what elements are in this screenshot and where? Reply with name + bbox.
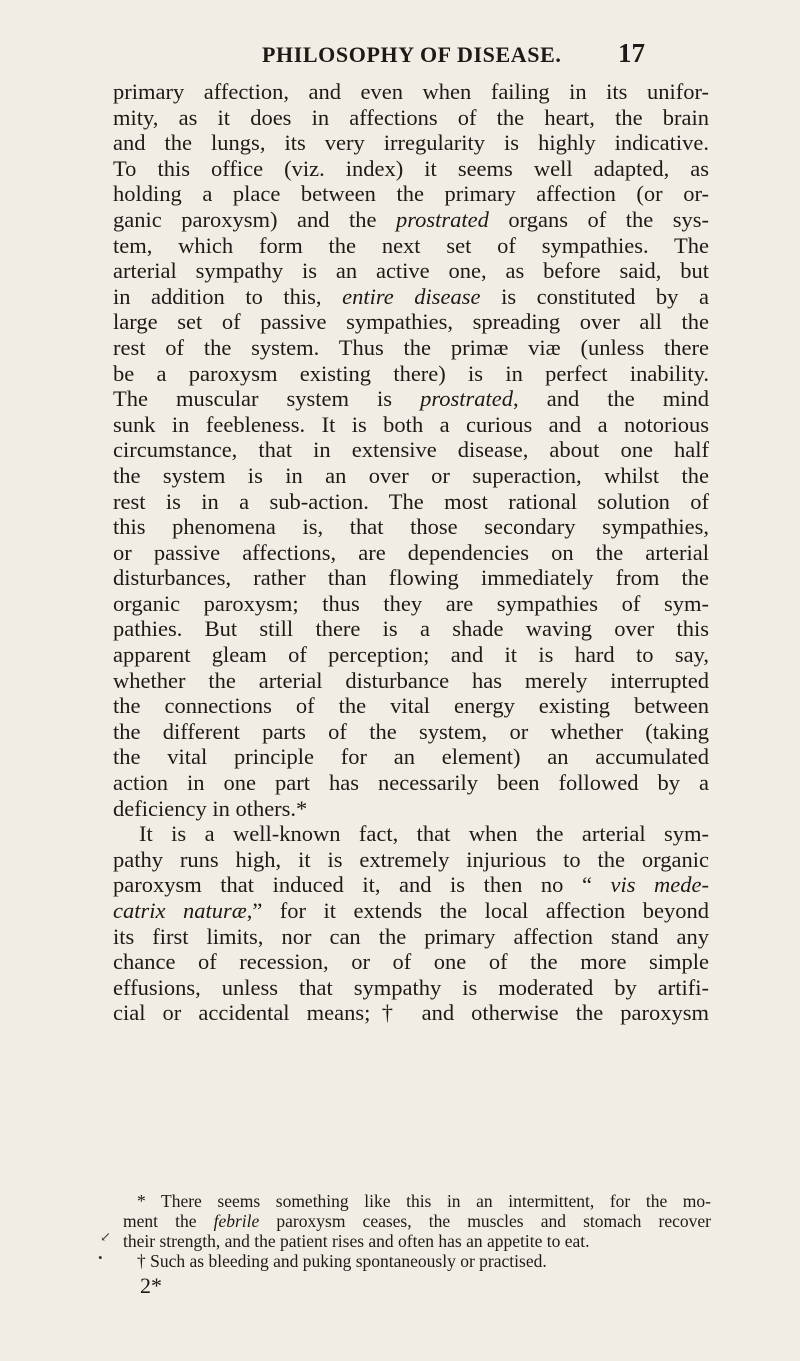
text-line: circumstance, that in extensive disease, about one half bbox=[113, 437, 709, 463]
text-line: primary affection, and even when failing in its unifor- bbox=[113, 79, 709, 104]
footnotes bbox=[123, 1191, 711, 1271]
text-line: To this office (viz. index) it seems well adapted, as bbox=[113, 155, 709, 181]
text-line: rest of the system. Thus the primæ viæ (unless there bbox=[113, 334, 709, 360]
signature-mark: 2* bbox=[140, 1273, 162, 1298]
text-line: whether the arterial disturbance has merely interrupted bbox=[113, 667, 709, 693]
text-line: ganic paroxysm) and the prostrated organs of the sys- bbox=[113, 206, 709, 232]
text-line: tem, which form the next set of sympathies. The bbox=[113, 232, 709, 258]
text-line: disturbances, rather than flowing immediately from the bbox=[113, 565, 709, 591]
text-line: organic paroxysm; thus they are sympathies of sym- bbox=[113, 590, 709, 616]
running-title: PHILOSOPHY OF DISEASE. bbox=[262, 42, 562, 67]
page-number: 17 bbox=[618, 38, 645, 68]
text-line: arterial sympathy is an active one, as before said, but bbox=[113, 258, 709, 284]
text-line: the system is in an over or superaction, whilst the bbox=[113, 462, 709, 488]
margin-tick-icon: ↙ bbox=[100, 1229, 111, 1244]
text-line: sunk in feebleness. It is both a curious and a notorious bbox=[113, 411, 709, 437]
text-line: the different parts of the system, or whether (taking bbox=[113, 718, 709, 744]
text-line: the vital principle for an element) an accumulated bbox=[113, 744, 709, 770]
page-header bbox=[0, 36, 800, 76]
text-line: chance of recession, or of one of the more simple bbox=[113, 949, 709, 975]
text-line: apparent gleam of perception; and it is hard to say, bbox=[113, 642, 709, 668]
text-line: rest is in a sub-action. The most rational solution of bbox=[113, 488, 709, 514]
body-text bbox=[113, 79, 709, 1026]
text-line: and the lungs, its very irregularity is highly indicative. bbox=[113, 130, 709, 156]
text-line: in addition to this, entire disease is constituted by a bbox=[113, 283, 709, 309]
text-line: the connections of the vital energy existing between bbox=[113, 693, 709, 719]
text-line: or passive affections, are dependencies on the arterial bbox=[113, 539, 709, 565]
text-line: cial or accidental means;† and otherwise the paroxysm bbox=[113, 1000, 709, 1026]
text-line: effusions, unless that sympathy is moderated by artifi- bbox=[113, 974, 709, 1000]
footnote-line: ment the febrile paroxysm ceases, the muscles and stomach recover bbox=[123, 1211, 711, 1231]
text-line: paroxysm that induced it, and is then no “ vis mede- bbox=[113, 872, 709, 898]
text-line: be a paroxysm existing there) is in perfect inability. bbox=[113, 360, 709, 386]
text-line: this phenomena is, that those secondary sympathies, bbox=[113, 514, 709, 540]
text-line: its first limits, nor can the primary affection stand any bbox=[113, 923, 709, 949]
margin-tick-icon: • bbox=[98, 1250, 103, 1265]
text-line: The muscular system is prostrated, and the mind bbox=[113, 386, 709, 412]
text-line: holding a place between the primary affection (or or- bbox=[113, 181, 709, 207]
text-line: pathies. But still there is a shade waving over this bbox=[113, 616, 709, 642]
text-line: pathy runs high, it is extremely injurious to the organic bbox=[113, 846, 709, 872]
footnote-line: † Such as bleeding and puking spontaneously or practised. bbox=[137, 1251, 547, 1271]
text-line: mity, as it does in affections of the heart, the brain bbox=[113, 104, 709, 130]
text-line: deficiency in others.* bbox=[113, 795, 308, 821]
footnote-line: * There seems something like this in an intermittent, for the mo- bbox=[137, 1191, 711, 1211]
text-line: large set of passive sympathies, spreading over all the bbox=[113, 309, 709, 335]
footnote-line: their strength, and the patient rises and often has an appetite to eat. bbox=[123, 1231, 590, 1251]
text-line: action in one part has necessarily been followed by a bbox=[113, 770, 709, 796]
text-line: It is a well-known fact, that when the arterial sym- bbox=[139, 821, 709, 847]
text-line: catrix naturæ,” for it extends the local affection beyond bbox=[113, 898, 710, 923]
